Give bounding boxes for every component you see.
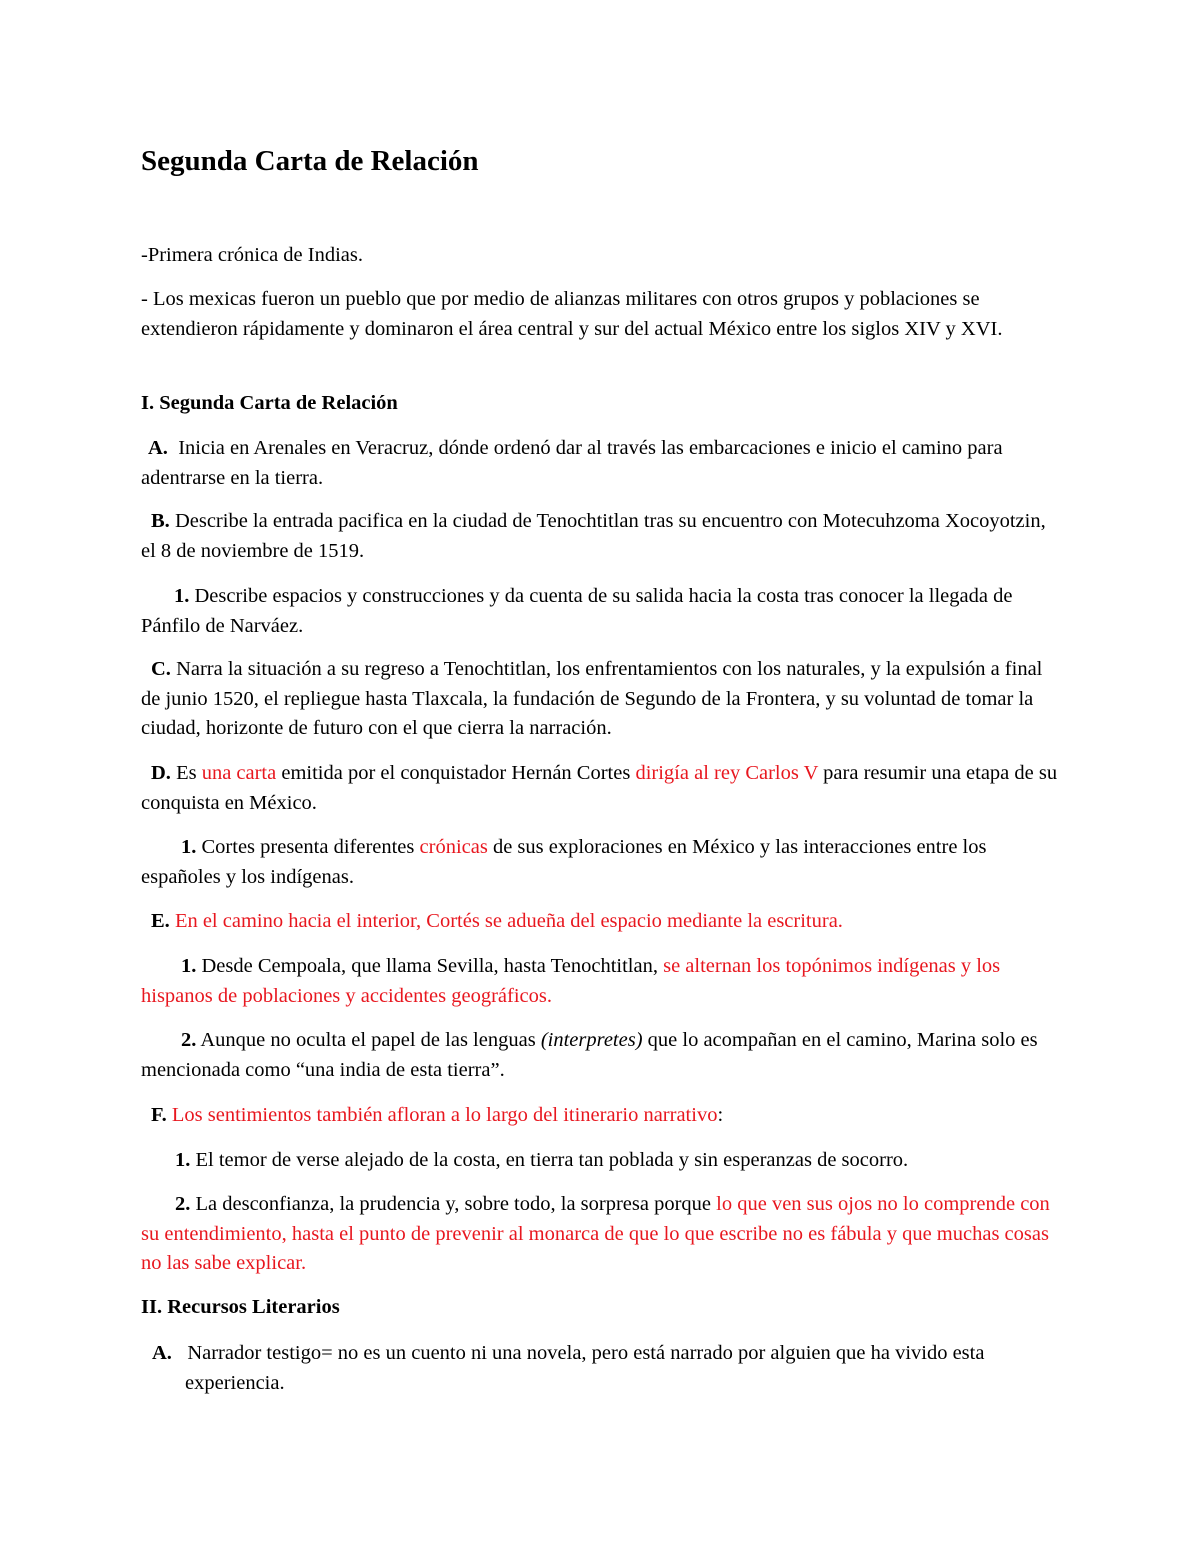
item-marker: C. [151,658,171,680]
item-f [141,1101,1061,1131]
item-f-2 [141,1190,1061,1279]
item-text: : [717,1104,724,1126]
item-text: Es [176,762,197,784]
item-marker: D. [151,762,171,784]
item-e-1 [141,952,1061,1011]
item-marker: 1. [175,1149,191,1171]
highlighted-text: una carta [201,762,277,784]
item-text: Describe la entrada pacifica en la ciudad de Tenochtitlan tras su encuentro con Motecuhzoma Xocoyotzin, el 8 de noviembre de 1519. [141,510,1046,562]
item-marker: 1. [181,955,197,977]
item-a [141,434,1061,493]
item-ii-a [141,1339,1065,1398]
item-text: El temor de verse alejado de la costa, en tierra tan poblada y sin esperanzas de socorro. [195,1149,909,1171]
item-marker: B. [151,510,170,532]
item-text: Aunque no oculta el papel de las lenguas [200,1029,536,1051]
item-text: Narrador testigo= no es un cuento ni una novela, pero está narrado por alguien que ha vivido esta experiencia. [185,1342,985,1394]
item-d-1 [141,833,1061,892]
item-c [141,655,1061,744]
item-marker: A. [152,1342,172,1364]
highlighted-text: crónicas [419,836,488,858]
document-title: Segunda Carta de Relación [141,145,479,177]
item-text: de sus exploraciones en México y las interacciones entre los españoles y los indígenas. [141,836,987,888]
highlighted-text: lo que ven sus ojos no lo comprende con su entendimiento, hasta el punto de prevenir al monarca de que lo que escribe no es fábula y que muchas cosas no las sabe explicar. [141,1193,1050,1274]
item-marker: 1. [174,585,190,607]
item-text: La desconfianza, la prudencia y, sobre todo, la sorpresa porque [195,1193,712,1215]
item-marker: 2. [175,1193,191,1215]
item-text: Desde Cempoala, que llama Sevilla, hasta Tenochtitlan, [201,955,658,977]
item-b [141,507,1061,566]
item-f-1 [141,1146,1061,1176]
item-marker: E. [151,910,170,932]
item-text: que lo acompañan en el camino, Marina solo es mencionada como “una india de esta tierra”. [141,1029,1038,1081]
highlighted-text: En el camino hacia el interior, Cortés se adueña del espacio mediante la escritura. [174,910,843,932]
item-e-2 [141,1026,1061,1085]
item-marker: 1. [181,836,197,858]
item-d [141,759,1061,818]
item-text: emitida por el conquistador Hernán Cortes [281,762,631,784]
item-text: Narra la situación a su regreso a Tenochtitlan, los enfrentamientos con los naturales, y la expulsión a final de junio 1520, el repliegue hasta Tlaxcala, la fundación de Segundo de la Frontera, y su voluntad de tomar la ciudad, horizonte de futuro con el que cierra la narración. [141,658,1043,739]
highlighted-text: dirigía al rey Carlos V [635,762,819,784]
italic-text: (interpretes) [540,1029,643,1051]
item-marker: 2. [181,1029,197,1051]
highlighted-text: Los sentimientos también afloran a lo largo del itinerario narrativo [171,1104,718,1126]
section-1-heading: I. Segunda Carta de Relación [141,392,398,414]
item-marker: A. [148,437,168,459]
intro-line-1: -Primera crónica de Indias. [141,244,363,266]
item-text: Describe espacios y construcciones y da cuenta de su salida hacia la costa tras conocer la llegada de Pánfilo de Narváez. [141,585,1013,637]
intro-line-2: - Los mexicas fueron un pueblo que por medio de alianzas militares con otros grupos y poblaciones se extendieron rápidamente y dominaron el área central y sur del actual México entre los siglos XIV y XVI. [141,288,1003,340]
item-text: Inicia en Arenales en Veracruz, dónde ordenó dar al través las embarcaciones e inicio el camino para adentrarse en la tierra. [141,437,1003,489]
highlighted-text: se alternan los topónimos indígenas y los hispanos de poblaciones y accidentes geográficos. [141,955,1001,1007]
item-b-1 [141,582,1061,641]
section-2-heading: II. Recursos Literarios [141,1296,340,1318]
item-e [141,907,1061,937]
item-text: Cortes presenta diferentes [201,836,415,858]
item-text: para resumir una etapa de su conquista en México. [141,762,1058,814]
item-marker: F. [151,1104,167,1126]
